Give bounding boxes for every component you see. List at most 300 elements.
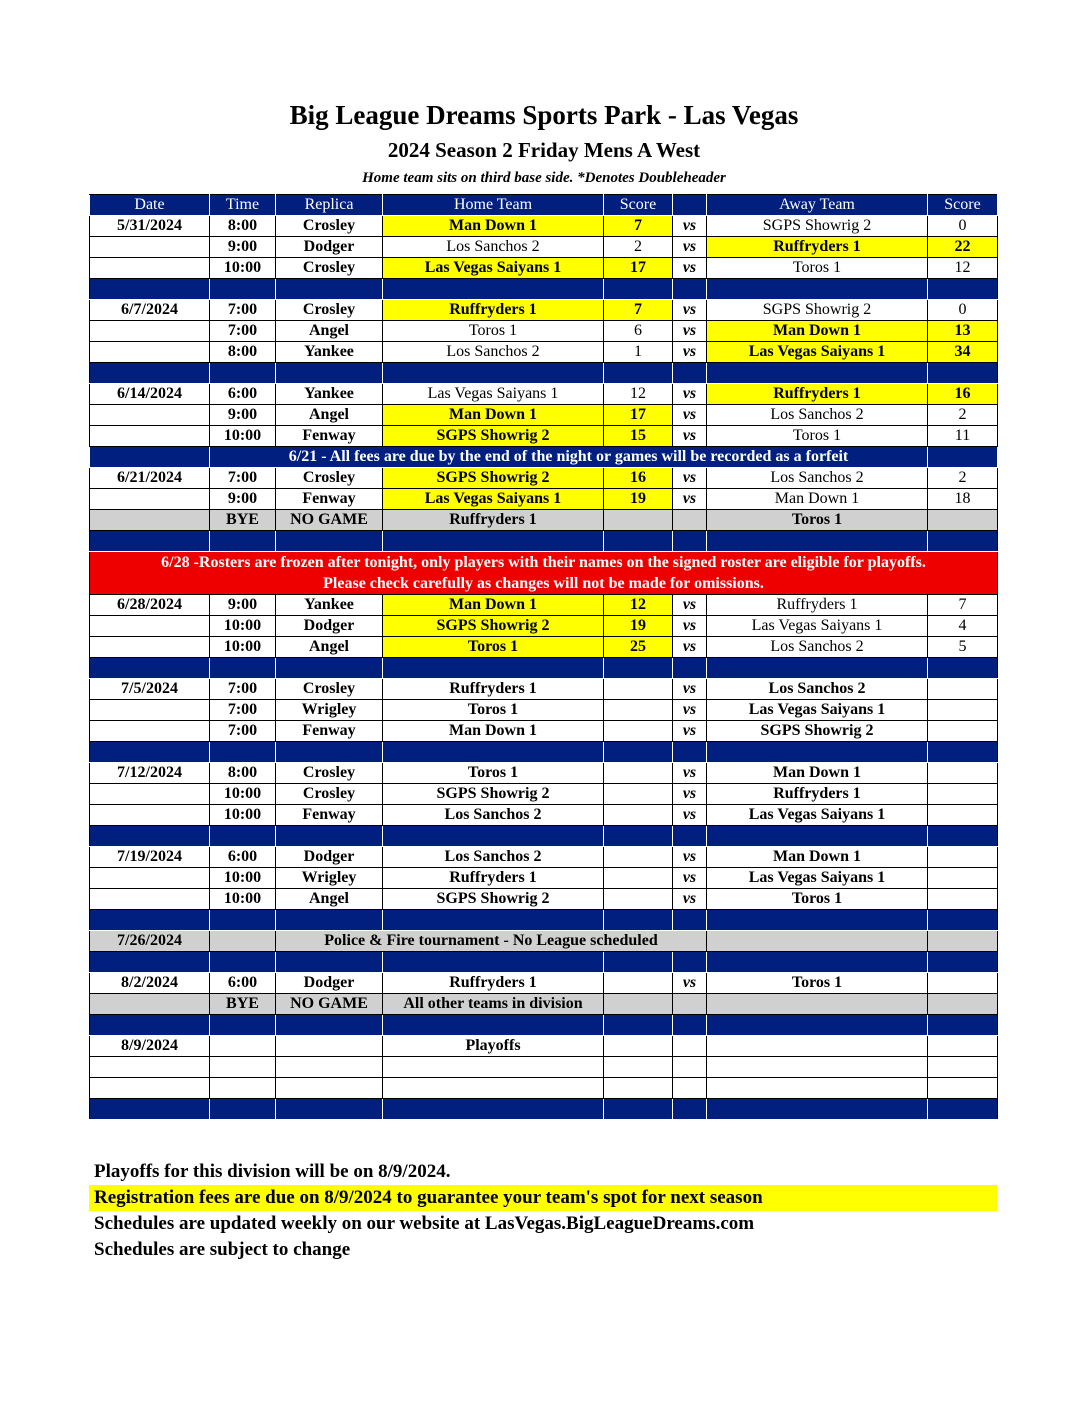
header-home-score: Score xyxy=(604,195,673,216)
game-field xyxy=(276,1036,383,1057)
game-date xyxy=(90,805,210,826)
police-fire-row xyxy=(90,931,998,952)
game-field: Fenway xyxy=(276,805,383,826)
home-team: Toros 1 xyxy=(383,763,604,784)
fees-notice: 6/21 - All fees are due by the end of the night or games will be recorded as a forfeit xyxy=(210,447,928,468)
away-score xyxy=(928,763,998,784)
away-score xyxy=(928,679,998,700)
away-score xyxy=(928,510,998,531)
empty-cell xyxy=(707,1078,928,1099)
separator-cell xyxy=(604,658,673,679)
game-date: 8/9/2024 xyxy=(90,1036,210,1057)
home-team: Los Sanchos 2 xyxy=(383,237,604,258)
table-row xyxy=(90,994,998,1015)
vs-label: vs xyxy=(673,300,707,321)
vs-label: vs xyxy=(673,637,707,658)
separator-cell xyxy=(707,279,928,300)
game-time: 8:00 xyxy=(210,763,276,784)
home-score: 17 xyxy=(604,405,673,426)
table-row xyxy=(90,321,998,342)
vs-label: vs xyxy=(673,237,707,258)
table-row xyxy=(90,216,998,237)
away-team: Ruffryders 1 xyxy=(707,384,928,405)
separator-cell xyxy=(928,363,998,384)
separator-cell xyxy=(707,952,928,973)
separator-cell xyxy=(90,658,210,679)
home-score xyxy=(604,847,673,868)
table-row xyxy=(90,237,998,258)
separator-cell xyxy=(383,363,604,384)
empty-cell xyxy=(90,1078,210,1099)
vs-label: vs xyxy=(673,489,707,510)
separator-cell xyxy=(90,531,210,552)
police-notice: Police & Fire tournament - No League scheduled xyxy=(276,931,707,952)
home-team: Man Down 1 xyxy=(383,721,604,742)
game-field: NO GAME xyxy=(276,510,383,531)
away-team: Ruffryders 1 xyxy=(707,595,928,616)
home-team: Ruffryders 1 xyxy=(383,868,604,889)
page-subtitle: 2024 Season 2 Friday Mens A West xyxy=(387,138,701,162)
game-field: Fenway xyxy=(276,489,383,510)
home-team: Las Vegas Saiyans 1 xyxy=(383,384,604,405)
separator-cell xyxy=(673,910,707,931)
game-field: Angel xyxy=(276,637,383,658)
home-score: 2 xyxy=(604,237,673,258)
separator-row xyxy=(90,952,998,973)
away-score: 34 xyxy=(928,342,998,363)
away-team: SGPS Showrig 2 xyxy=(707,721,928,742)
separator-cell xyxy=(928,1099,998,1120)
home-team: Ruffryders 1 xyxy=(383,679,604,700)
game-time: 7:00 xyxy=(210,321,276,342)
police-date: 7/26/2024 xyxy=(90,931,210,952)
away-team: Ruffryders 1 xyxy=(707,784,928,805)
game-field: Dodger xyxy=(276,847,383,868)
header-date: Date xyxy=(90,195,210,216)
separator-cell xyxy=(673,531,707,552)
game-time: 6:00 xyxy=(210,384,276,405)
game-time: 10:00 xyxy=(210,426,276,447)
header-home-team: Home Team xyxy=(383,195,604,216)
vs-label: vs xyxy=(673,763,707,784)
home-team: Las Vegas Saiyans 1 xyxy=(383,258,604,279)
home-score: 19 xyxy=(604,616,673,637)
empty-cell xyxy=(673,1078,707,1099)
game-time: 8:00 xyxy=(210,216,276,237)
roster-notice-line-2: Please check carefully as changes will not be made for omissions. xyxy=(90,573,998,595)
separator-cell xyxy=(276,531,383,552)
table-row xyxy=(90,489,998,510)
separator-cell xyxy=(210,1099,276,1120)
schedule-note: Home team sits on third base side. *Denotes Doubleheader xyxy=(362,170,726,186)
game-time: 9:00 xyxy=(210,595,276,616)
game-date: 6/21/2024 xyxy=(90,468,210,489)
away-team: Las Vegas Saiyans 1 xyxy=(707,700,928,721)
game-date xyxy=(90,700,210,721)
away-score xyxy=(928,805,998,826)
separator-cell xyxy=(90,910,210,931)
game-time: 6:00 xyxy=(210,973,276,994)
away-score xyxy=(928,847,998,868)
game-time: 9:00 xyxy=(210,489,276,510)
home-score xyxy=(604,889,673,910)
away-score: 12 xyxy=(928,258,998,279)
vs-label: vs xyxy=(673,595,707,616)
separator-cell xyxy=(276,279,383,300)
game-date xyxy=(90,637,210,658)
game-date xyxy=(90,510,210,531)
game-field: Wrigley xyxy=(276,700,383,721)
separator-cell xyxy=(90,1015,210,1036)
separator-cell xyxy=(673,1015,707,1036)
game-time: 7:00 xyxy=(210,468,276,489)
home-team: Los Sanchos 2 xyxy=(383,805,604,826)
separator-cell xyxy=(604,826,673,847)
game-field: Crosley xyxy=(276,679,383,700)
away-score: 0 xyxy=(928,216,998,237)
separator-row xyxy=(90,910,998,931)
header-away-team: Away Team xyxy=(707,195,928,216)
home-score: 7 xyxy=(604,216,673,237)
game-date xyxy=(90,994,210,1015)
game-time: 7:00 xyxy=(210,679,276,700)
away-score xyxy=(928,700,998,721)
blank-cell xyxy=(928,931,998,952)
game-time: 7:00 xyxy=(210,300,276,321)
roster-notice-row xyxy=(90,552,998,574)
game-field: Dodger xyxy=(276,237,383,258)
home-team: Man Down 1 xyxy=(383,405,604,426)
home-score: 16 xyxy=(604,468,673,489)
away-team: Man Down 1 xyxy=(707,763,928,784)
away-score: 2 xyxy=(928,405,998,426)
home-score: 12 xyxy=(604,384,673,405)
separator-cell xyxy=(276,1099,383,1120)
game-field: Dodger xyxy=(276,616,383,637)
empty-row xyxy=(90,1057,998,1078)
separator-cell xyxy=(276,658,383,679)
table-row xyxy=(90,637,998,658)
game-field: Dodger xyxy=(276,973,383,994)
separator-cell xyxy=(210,952,276,973)
game-time: 10:00 xyxy=(210,805,276,826)
home-team: Los Sanchos 2 xyxy=(383,847,604,868)
game-field: NO GAME xyxy=(276,994,383,1015)
empty-cell xyxy=(673,1057,707,1078)
separator-cell xyxy=(383,1099,604,1120)
separator-cell xyxy=(90,952,210,973)
separator-cell xyxy=(383,1015,604,1036)
away-team: Las Vegas Saiyans 1 xyxy=(707,805,928,826)
separator-cell xyxy=(90,742,210,763)
game-time xyxy=(210,1036,276,1057)
table-row xyxy=(90,405,998,426)
table-row xyxy=(90,763,998,784)
separator-cell xyxy=(604,952,673,973)
home-team: Man Down 1 xyxy=(383,216,604,237)
game-time: 10:00 xyxy=(210,889,276,910)
table-row xyxy=(90,595,998,616)
table-row xyxy=(90,868,998,889)
separator-cell xyxy=(928,658,998,679)
home-score xyxy=(604,510,673,531)
separator-cell xyxy=(673,363,707,384)
separator-cell xyxy=(210,363,276,384)
game-field: Angel xyxy=(276,321,383,342)
game-time: 9:00 xyxy=(210,405,276,426)
game-time: 10:00 xyxy=(210,258,276,279)
separator-cell xyxy=(928,826,998,847)
separator-cell xyxy=(604,363,673,384)
home-team: SGPS Showrig 2 xyxy=(383,616,604,637)
schedule-table xyxy=(89,194,998,1120)
table-row xyxy=(90,700,998,721)
away-team: Las Vegas Saiyans 1 xyxy=(707,616,928,637)
away-team: Toros 1 xyxy=(707,889,928,910)
separator-cell xyxy=(90,1099,210,1120)
game-field: Fenway xyxy=(276,721,383,742)
game-date xyxy=(90,237,210,258)
vs-label: vs xyxy=(673,868,707,889)
game-date: 5/31/2024 xyxy=(90,216,210,237)
vs-label: vs xyxy=(673,721,707,742)
separator-cell xyxy=(276,952,383,973)
separator-cell xyxy=(707,742,928,763)
notice-blank xyxy=(928,447,998,468)
table-row xyxy=(90,805,998,826)
vs-label: vs xyxy=(673,384,707,405)
game-date xyxy=(90,489,210,510)
separator-cell xyxy=(210,1015,276,1036)
empty-row xyxy=(90,1078,998,1099)
separator-cell xyxy=(604,910,673,931)
footer-registration-note: Registration fees are due on 8/9/2024 to guarantee your team's spot for next season xyxy=(89,1185,997,1211)
separator-row xyxy=(90,826,998,847)
vs-label: vs xyxy=(673,889,707,910)
table-row xyxy=(90,1036,998,1057)
home-team: Ruffryders 1 xyxy=(383,510,604,531)
vs-label: vs xyxy=(673,468,707,489)
vs-label: vs xyxy=(673,342,707,363)
separator-cell xyxy=(604,1099,673,1120)
away-score: 16 xyxy=(928,384,998,405)
home-score xyxy=(604,679,673,700)
separator-cell xyxy=(383,952,604,973)
away-team: Las Vegas Saiyans 1 xyxy=(707,868,928,889)
game-date: 6/28/2024 xyxy=(90,595,210,616)
home-score: 19 xyxy=(604,489,673,510)
separator-cell xyxy=(928,279,998,300)
separator-cell xyxy=(90,279,210,300)
away-score xyxy=(928,1036,998,1057)
away-score xyxy=(928,721,998,742)
table-row xyxy=(90,889,998,910)
separator-cell xyxy=(383,531,604,552)
game-time: BYE xyxy=(210,510,276,531)
away-team xyxy=(707,994,928,1015)
away-score: 13 xyxy=(928,321,998,342)
home-score: 1 xyxy=(604,342,673,363)
separator-row xyxy=(90,1099,998,1120)
separator-cell xyxy=(276,910,383,931)
vs-label: vs xyxy=(673,679,707,700)
header-vs xyxy=(673,195,707,216)
table-row xyxy=(90,426,998,447)
home-team: SGPS Showrig 2 xyxy=(383,426,604,447)
game-time: 9:00 xyxy=(210,237,276,258)
empty-cell xyxy=(210,1078,276,1099)
game-field: Crosley xyxy=(276,763,383,784)
empty-cell xyxy=(383,1078,604,1099)
table-row xyxy=(90,847,998,868)
game-date: 6/14/2024 xyxy=(90,384,210,405)
away-score xyxy=(928,994,998,1015)
separator-cell xyxy=(707,826,928,847)
game-field: Angel xyxy=(276,405,383,426)
away-team: Ruffryders 1 xyxy=(707,237,928,258)
separator-cell xyxy=(928,1015,998,1036)
vs-label: vs xyxy=(673,616,707,637)
away-team: Los Sanchos 2 xyxy=(707,637,928,658)
separator-cell xyxy=(673,826,707,847)
home-score: 25 xyxy=(604,637,673,658)
table-header-row xyxy=(90,195,998,216)
separator-cell xyxy=(604,1015,673,1036)
away-team: Man Down 1 xyxy=(707,489,928,510)
game-field: Angel xyxy=(276,889,383,910)
game-time: 7:00 xyxy=(210,721,276,742)
game-time: 8:00 xyxy=(210,342,276,363)
empty-cell xyxy=(90,1057,210,1078)
away-team: Toros 1 xyxy=(707,510,928,531)
vs-label: vs xyxy=(673,973,707,994)
vs-label: vs xyxy=(673,700,707,721)
home-score xyxy=(604,700,673,721)
separator-cell xyxy=(707,1015,928,1036)
home-score: 17 xyxy=(604,258,673,279)
vs-label: vs xyxy=(673,426,707,447)
game-field: Wrigley xyxy=(276,868,383,889)
separator-cell xyxy=(928,952,998,973)
footer-website-note: Schedules are updated weekly on our website at LasVegas.BigLeagueDreams.com xyxy=(94,1213,755,1234)
empty-cell xyxy=(604,1078,673,1099)
separator-cell xyxy=(928,910,998,931)
separator-cell xyxy=(90,363,210,384)
home-team: Toros 1 xyxy=(383,321,604,342)
game-date xyxy=(90,616,210,637)
away-team: SGPS Showrig 2 xyxy=(707,300,928,321)
table-row xyxy=(90,468,998,489)
away-score: 2 xyxy=(928,468,998,489)
away-team: Toros 1 xyxy=(707,973,928,994)
separator-cell xyxy=(210,279,276,300)
separator-cell xyxy=(210,531,276,552)
table-row xyxy=(90,384,998,405)
separator-row xyxy=(90,531,998,552)
home-team: Los Sanchos 2 xyxy=(383,342,604,363)
home-score: 15 xyxy=(604,426,673,447)
separator-cell xyxy=(928,742,998,763)
home-score: 7 xyxy=(604,300,673,321)
away-score xyxy=(928,973,998,994)
separator-cell xyxy=(210,826,276,847)
away-team: Los Sanchos 2 xyxy=(707,679,928,700)
separator-cell xyxy=(383,658,604,679)
game-date: 6/7/2024 xyxy=(90,300,210,321)
separator-cell xyxy=(673,279,707,300)
vs-label: vs xyxy=(673,805,707,826)
separator-cell xyxy=(707,531,928,552)
home-score xyxy=(604,868,673,889)
home-team: SGPS Showrig 2 xyxy=(383,468,604,489)
game-date xyxy=(90,405,210,426)
away-score: 0 xyxy=(928,300,998,321)
home-team: Ruffryders 1 xyxy=(383,973,604,994)
home-team: Man Down 1 xyxy=(383,595,604,616)
game-field: Crosley xyxy=(276,300,383,321)
game-date xyxy=(90,784,210,805)
away-score: 22 xyxy=(928,237,998,258)
game-field: Crosley xyxy=(276,258,383,279)
header-time: Time xyxy=(210,195,276,216)
away-team: Los Sanchos 2 xyxy=(707,468,928,489)
separator-cell xyxy=(210,658,276,679)
empty-cell xyxy=(604,1057,673,1078)
game-time: 10:00 xyxy=(210,616,276,637)
game-date: 8/2/2024 xyxy=(90,973,210,994)
home-score xyxy=(604,721,673,742)
away-team: Man Down 1 xyxy=(707,847,928,868)
game-time: 10:00 xyxy=(210,637,276,658)
home-team: Las Vegas Saiyans 1 xyxy=(383,489,604,510)
vs-label: vs xyxy=(673,784,707,805)
game-date xyxy=(90,258,210,279)
game-time: 6:00 xyxy=(210,847,276,868)
away-team: Los Sanchos 2 xyxy=(707,405,928,426)
home-team: SGPS Showrig 2 xyxy=(383,784,604,805)
table-row xyxy=(90,973,998,994)
table-row xyxy=(90,510,998,531)
home-score: 6 xyxy=(604,321,673,342)
separator-cell xyxy=(383,279,604,300)
header-replica: Replica xyxy=(276,195,383,216)
home-team: All other teams in division xyxy=(383,994,604,1015)
away-score: 4 xyxy=(928,616,998,637)
separator-cell xyxy=(383,910,604,931)
separator-cell xyxy=(383,826,604,847)
separator-cell xyxy=(928,531,998,552)
empty-cell xyxy=(383,1057,604,1078)
separator-cell xyxy=(604,279,673,300)
game-date xyxy=(90,342,210,363)
separator-cell xyxy=(707,1099,928,1120)
separator-row xyxy=(90,363,998,384)
game-date xyxy=(90,321,210,342)
vs-label: vs xyxy=(673,405,707,426)
table-row xyxy=(90,258,998,279)
separator-cell xyxy=(673,952,707,973)
separator-row xyxy=(90,658,998,679)
game-field: Crosley xyxy=(276,468,383,489)
away-score: 7 xyxy=(928,595,998,616)
away-team: Man Down 1 xyxy=(707,321,928,342)
vs-cell xyxy=(673,510,707,531)
separator-cell xyxy=(673,658,707,679)
separator-cell xyxy=(707,658,928,679)
game-date: 7/5/2024 xyxy=(90,679,210,700)
table-row xyxy=(90,784,998,805)
away-score: 5 xyxy=(928,637,998,658)
